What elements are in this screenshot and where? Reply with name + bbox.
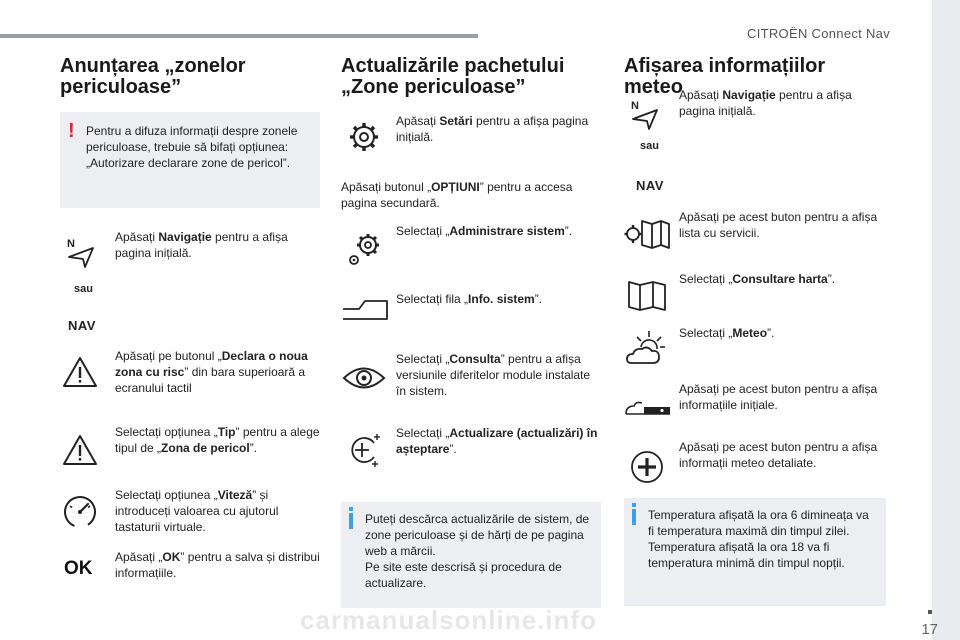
step-options: Apăsați butonul „OPȚIUNI” pentru a accesa pagina secundară. — [341, 180, 573, 210]
plus-icon — [624, 444, 670, 490]
nav-button-label: NAV — [636, 178, 664, 193]
step-navigation — [60, 226, 320, 336]
tab-icon — [341, 294, 389, 324]
navigation-icon — [624, 94, 664, 134]
page-dot — [928, 610, 932, 614]
step-initial-info — [624, 380, 886, 432]
step-text: Apăsați pe butonul „Declara o noua zona cu risc” din bara superioară a ecranului tactil — [115, 349, 308, 395]
svg-text:N: N — [67, 238, 75, 250]
running-header: CITROËN Connect Nav — [747, 26, 890, 41]
step-text: Selectați „Meteo”. — [679, 326, 775, 340]
step-type — [60, 424, 320, 484]
warning-box — [60, 112, 320, 208]
step-declare — [60, 346, 320, 406]
column-danger-zones — [60, 55, 320, 580]
info-icon — [349, 513, 353, 529]
step-detailed-weather — [624, 438, 886, 490]
or-label: sau — [640, 140, 659, 152]
speedometer-icon — [60, 490, 100, 534]
nav-button-label: NAV — [68, 318, 96, 333]
section-heading: Actualizările pachetului „Zone periculoase” — [341, 55, 565, 98]
info-text: Puteți descărca actualizările de sistem, de zone periculoase și de hărți de pe pagina web a mărcii. Pe site este descrisă și procedura de actualizare. — [365, 512, 590, 590]
info-text: Temperatura afișată la ora 6 dimineața va fi temperatura maximă din timpul zilei. Temperatura afișată la ora 18 va fi temperatura minimă din timpul nopții. — [648, 508, 869, 570]
step-speed — [60, 486, 320, 546]
info-box — [341, 502, 601, 608]
info-box — [624, 498, 886, 606]
column-weather — [624, 55, 886, 570]
step-consult — [341, 350, 603, 406]
step-system-admin — [341, 222, 603, 272]
step-text: Apăsați „OK” pentru a salva și distribui informațiile. — [115, 550, 320, 580]
step-text: Apăsați pe acest buton pentru a afișa informații meteo detaliate. — [679, 440, 878, 470]
step-text: Apăsați Navigație pentru a afișa pagina inițială. — [679, 88, 852, 118]
top-rule — [0, 34, 478, 38]
eye-icon — [341, 358, 387, 398]
step-text: Selectați fila „Info. sistem”. — [396, 292, 543, 306]
step-text: Selectați „Consulta” pentru a afișa versiunile diferitelor module instalate în sistem. — [396, 352, 591, 398]
column-updates — [341, 55, 603, 590]
info-icon-dot — [632, 503, 636, 507]
info-icon-dot — [349, 507, 353, 511]
info-icon — [632, 509, 636, 525]
step-settings — [341, 112, 603, 162]
section-heading: Anunțarea „zonelor periculoase” — [60, 55, 246, 98]
weather-bar-icon — [624, 388, 672, 424]
step-text: Selectați opțiunea „Tip” pentru a alege tipul de „Zona de pericol”. — [115, 425, 320, 455]
step-consult-map — [624, 270, 886, 320]
warning-triangle-icon — [60, 352, 100, 392]
step-text: Selectați opțiunea „Viteză” și introduceți valoarea cu ajutorul tastaturii virtuale. — [115, 488, 279, 534]
step-text: Selectați „Consultare harta”. — [679, 272, 836, 286]
page-number: 17 — [921, 621, 938, 638]
or-label: sau — [74, 283, 93, 295]
svg-text:N: N — [631, 100, 639, 112]
ok-icon: OK — [64, 558, 93, 579]
step-pending-updates — [341, 424, 603, 474]
step-text: Selectați „Administrare sistem”. — [396, 224, 573, 238]
step-ok — [60, 549, 320, 599]
gears-icon — [341, 226, 387, 272]
warning-triangle-icon — [60, 430, 100, 470]
step-text: Selectați „Actualizare (actualizări) în așteptare”. — [396, 426, 598, 456]
map-icon — [624, 274, 670, 316]
step-text: Apăsați pe acest buton pentru a afișa lista cu servicii. — [679, 210, 878, 240]
warning-icon: ! — [68, 120, 75, 142]
step-text: Apăsați pe acest buton pentru a afișa informațiile inițiale. — [679, 382, 878, 412]
step-meteo — [624, 324, 886, 374]
gear-icon — [341, 114, 387, 160]
warning-text: Pentru a difuza informații despre zonele periculoase, trebuie să bifați opțiunea: „Autorizare declarare zone de pericol”. — [86, 124, 298, 170]
step-text: Apăsați Navigație pentru a afișa pagina inițială. — [115, 230, 288, 260]
step-info-system — [341, 286, 603, 336]
navigation-icon — [60, 232, 100, 272]
step-services — [624, 208, 886, 260]
section-heading: Afișarea informațiilor meteo — [624, 55, 826, 98]
step-text: Apăsați Setări pentru a afișa pagina inițială. — [396, 114, 589, 144]
side-bar — [932, 0, 960, 640]
weather-icon — [624, 326, 670, 372]
settings-map-icon — [624, 212, 670, 256]
watermark: carmanualsonline.info — [300, 605, 597, 635]
step-navigation — [624, 88, 886, 198]
update-icon — [341, 426, 387, 472]
